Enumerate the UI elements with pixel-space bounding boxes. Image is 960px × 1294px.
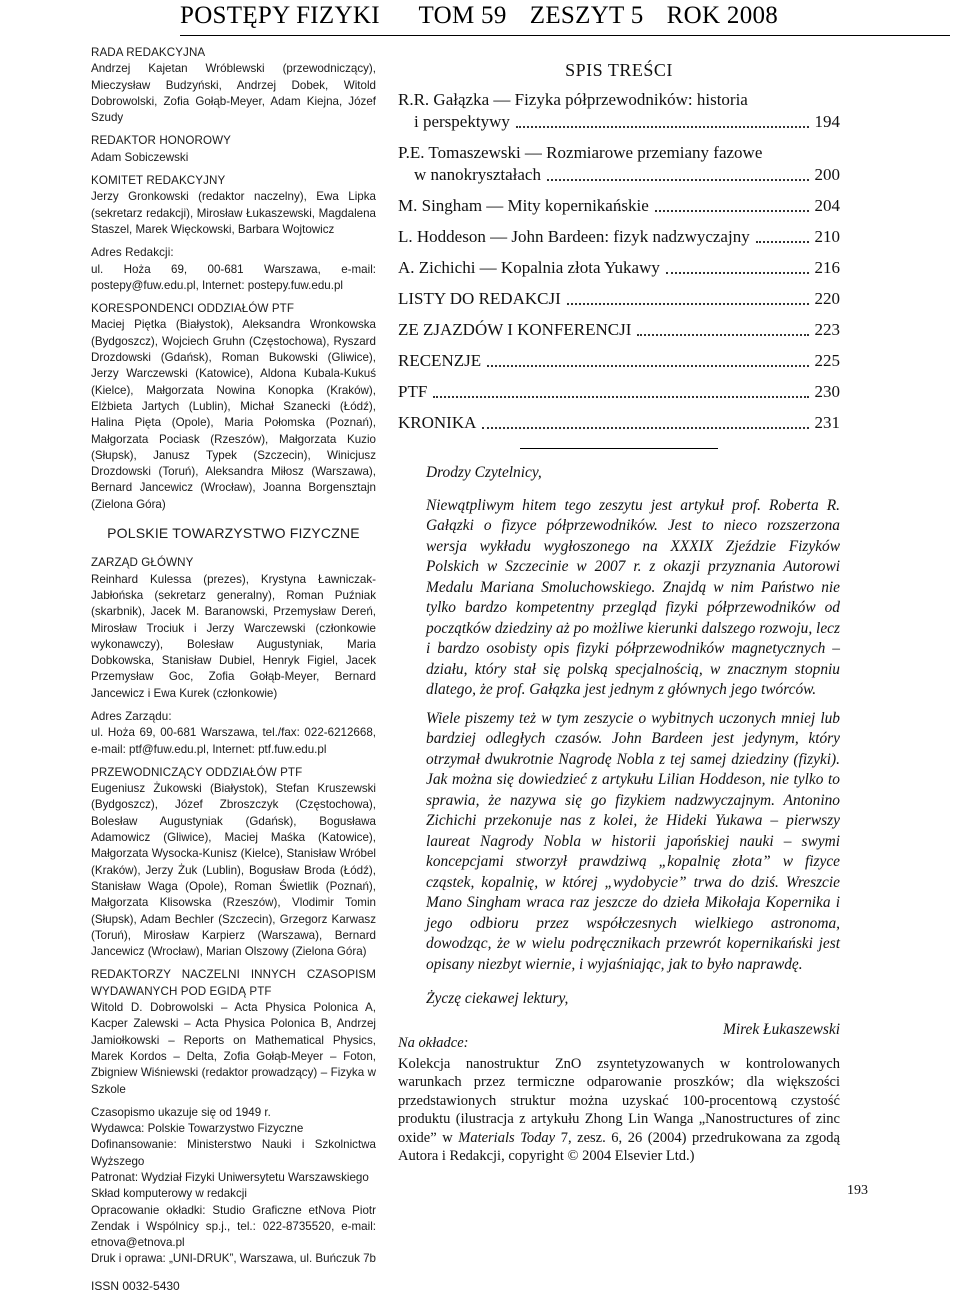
page-number: 193 <box>847 1183 868 1198</box>
sklad-line: Skład komputerowy w redakcji <box>91 1187 247 1201</box>
toc-entry-text: KRONIKA <box>398 413 477 432</box>
toc-page: 225 <box>814 351 840 370</box>
adres-section <box>91 245 376 294</box>
dofinans-line: Dofinansowanie: Ministerstwo Nauki i Szkolnictwa Wyższego <box>91 1138 376 1168</box>
journal-year: ROK 2008 <box>666 2 779 29</box>
przew-title: PRZEWODNICZĄCY ODDZIAŁÓW PTF <box>91 765 303 779</box>
koresp-title: KORESPONDENCI ODDZIAŁÓW PTF <box>91 302 295 316</box>
toc-leader <box>516 126 809 128</box>
czasopismo-line: Czasopismo ukazuje się od 1949 r. <box>91 1105 271 1119</box>
toc-page: 210 <box>814 227 840 246</box>
toc-entry-text: A. Zichichi — Kopalnia złota Yukawy <box>398 258 660 277</box>
toc-entry-text: PTF <box>398 382 428 401</box>
issn: ISSN 0032-5430 <box>91 1278 180 1293</box>
redaktorzy-section <box>91 967 376 1097</box>
toc-entry[interactable] <box>398 288 840 310</box>
toc-leader <box>637 334 808 336</box>
toc-leader <box>756 241 809 243</box>
cover-text <box>398 1055 840 1166</box>
toc-entry[interactable] <box>398 350 840 372</box>
rada-title: RADA REDAKCYJNA <box>91 46 206 59</box>
journal-issue: ZESZYT 5 <box>529 2 644 29</box>
rada-section <box>91 45 376 126</box>
toc-entry-text: RECENZJE <box>398 351 482 370</box>
komitet-title: KOMITET REDAKCYJNY <box>91 174 226 188</box>
adres-title: Adres Redakcji: <box>91 246 174 260</box>
letter-greeting: Drodzy Czytelnicy, <box>426 464 542 481</box>
toc-page: 194 <box>814 112 840 131</box>
toc-page: 200 <box>814 165 840 184</box>
toc-page: 223 <box>814 320 840 339</box>
journal-volume: TOM 59 <box>418 2 507 29</box>
zarzad-title: ZARZĄD GŁÓWNY <box>91 556 194 570</box>
zarzad-adres-text: ul. Hoża 69, 00-681 Warszawa, tel./fax: 022-6212668, e-mail: ptf@fuw.edu.pl, Internet: ptf.fuw.edu.pl <box>91 726 376 756</box>
komitet-text: Jerzy Gronkowski (redaktor naczelny), Ewa Lipka (sekretarz redakcji), Mirosław Łukaszewski, Magdalena Staszel, Marek Więckowski, Barbara Wojtowicz <box>91 190 376 236</box>
toc-page: 220 <box>814 289 840 308</box>
toc-leader <box>433 396 808 398</box>
toc-entry[interactable] <box>398 89 840 133</box>
header-rule <box>180 35 950 36</box>
toc-entry-text: LISTY DO REDAKCJI <box>398 289 561 308</box>
toc-entry-line1: P.E. Tomaszewski — Rozmiarowe przemiany fazowe <box>398 143 763 162</box>
journal-header <box>180 2 950 36</box>
patronat-line: Patronat: Wydział Fizyki Uniwersytetu Warszawskiego <box>91 1171 369 1184</box>
letter-signature: Mirek Łukaszewski <box>723 1020 840 1038</box>
toc-entry[interactable] <box>398 195 840 217</box>
editorial-masthead <box>91 45 376 1294</box>
redaktorzy-text: Witold D. Dobrowolski – Acta Physica Polonica A, Kacper Zalewski – Acta Physica Polonica B, Andrzej Jamiołkowski – Reports on Mathematical Physics, Marek Kordos – Delta, Zofia Gołąb-Meyer – Foton, Zbigniew Wiśniewski (redaktor prowadzący) – Fizyka w Szkole <box>91 1001 376 1096</box>
journal-title: POSTĘPY FIZYKI <box>180 2 380 29</box>
cover-note <box>398 1034 840 1166</box>
toc-leader <box>655 210 809 212</box>
przew-section <box>91 765 376 961</box>
zarzad-section <box>91 555 376 702</box>
cover-text-a: Kolekcja nanostruktur ZnO zsyntetyzowanych w kontrolowanych warunkach przez termiczne odparowanie proszków; dla większości przedstawionych struktur można uzyskać 100-procentową czystość produktu (ilustracja z artykułu Zhong Lin Wanga „Nanostructures of zinc oxide” w <box>398 1055 840 1146</box>
komitet-section <box>91 173 376 238</box>
redaktorzy-title: REDAKTORZY NACZELNI INNYCH CZASOPISM WYDAWANYCH POD EGIDĄ PTF <box>91 968 376 998</box>
toc-entry[interactable] <box>398 319 840 341</box>
zarzad-adres-section <box>91 709 376 758</box>
wydawca-line: Wydawca: Polskie Towarzystwo Fizyczne <box>91 1122 304 1136</box>
koresp-text: Maciej Piętka (Białystok), Aleksandra Wronkowska (Bydgoszcz), Wojciech Gruhn (Częstochowa), Ryszard Drozdowski (Gdańsk), Roman Bukowski (Gliwice), Jerzy Warczewski (Katowice), Aldona Kubala-Kukuś (Kielce), Małgorzata Nowina Konopka (Kraków), Elżbieta Jartych (Lublin), Michał Szanecki (Łódź), Halina Pięta (Opole), Maria Połomska (Poznań), Małgorzata Pociask (Rzeszów), Małgorzata Kuzio (Słupsk), Janusz Typek (Szczecin), Winicjusz Drozdowski (Toruń), Aleksandra Miłosz (Warszawa), Bernard Jancewicz (Wrocław), Joanna Borgensztajn (Zielona Góra) <box>91 318 376 511</box>
zarzad-text: Reinhard Kulessa (prezes), Krystyna Ławniczak-Jabłońska (sekretarz generalny), Roman Puźniak (skarbnik), Jacek M. Baranowski, Przemysław Dereń, Mirosław Trociuk i Jerzy Warczewski (członkowie wykonawczy), Bolesław Augustyniak, Maria Dobkowska, Stanisław Dubiel, Henryk Figiel, Jacek Przemysław Goc, Zofia Gołąb-Meyer, Bernard Jancewicz i Ewa Kurek (członkowie) <box>91 572 376 700</box>
toc-page: 230 <box>814 382 840 401</box>
honorowy-text: Adam Sobiczewski <box>91 150 189 164</box>
toc-entry-line2: w nanokryształach <box>414 165 541 184</box>
honorowy-section <box>91 133 376 166</box>
section-divider <box>520 448 718 449</box>
opracowanie-line: Opracowanie okładki: Studio Graficzne etNova Piotr Zendak i Wspólnicy sp.j., tel.: 022-8735520, e-mail: etnova@etnova.pl <box>91 1203 376 1250</box>
zarzad-adres-title: Adres Zarządu: <box>91 709 172 723</box>
toc-leader <box>547 179 809 181</box>
toc-page: 231 <box>814 413 840 432</box>
toc-title: SPIS TREŚCI <box>565 60 673 80</box>
toc-entry[interactable] <box>398 412 840 434</box>
toc-entry[interactable] <box>398 257 840 279</box>
toc-entry-text: ZE ZJAZDÓW I KONFERENCJI <box>398 320 632 339</box>
letter-paragraph-1: Niewątpliwym hitem tego zeszytu jest artykuł prof. Roberta R. Gałązki o fizyce półprzewodników. Jest to nieco rozszerzona wersja wykładu wygłoszonego na XXXIX Zjeździe Fizyków Polskich w Szczecinie w 2007 r. z okazji przyznania Autorowi Medalu Mariana Smoluchowskiego. Znajdą w nim Państwo nie tylko bardzo kompetentny przegląd fizyki półprzewodników od początków dziedziny aż po możliwe kierunki dalszego rozwoju, lecz i bardzo osobisty opis fizyki półprzewodników magnetycznych – działu, który stał się polską specjalnością, w znacznym stopniu dlatego, że prof. Gałązka jest jednym z głównych jego twórców. <box>426 496 840 698</box>
toc-leader <box>487 365 808 367</box>
adres-text: ul. Hoża 69, 00-681 Warszawa, e-mail: postepy@fuw.edu.pl, Internet: postepy.fuw.edu.pl <box>91 262 376 292</box>
table-of-contents <box>398 89 840 434</box>
przew-text: Eugeniusz Żukowski (Białystok), Stefan Kruszewski (Bydgoszcz), Józef Zbroszczyk (Częstochowa), Bolesław Augustyniak (Gdańsk), Bogusława Adamowicz (Gliwice), Maciej Maśka (Katowice), Małgorzata Wysocka-Kunisz (Kielce), Stanisław Wróbel (Kraków), Jerzy Żuk (Lublin), Bogusław Broda (Łódź), Stanisław Waga (Opole), Roman Świetlik (Poznań), Małgorzata Klisowska (Rzeszów), Vlodimir Tomin (Słupsk), Adam Bechler (Szczecin), Grzegorz Karwasz (Toruń), Mirosław Karpierz (Warszawa), Bernard Jancewicz (Wrocław), Marian Olszowy (Zielona Góra) <box>91 782 376 959</box>
editorial-letter <box>398 463 840 1040</box>
koresp-section <box>91 301 376 513</box>
druk-line: Druk i oprawa: „UNI-DRUK”, Warszawa, ul. Buńczuk 7b <box>91 1252 376 1266</box>
toc-page: 216 <box>814 258 840 277</box>
ptf-title: POLSKIE TOWARZYSTWO FIZYCZNE <box>107 525 360 542</box>
toc-entry[interactable] <box>398 142 840 186</box>
letter-paragraph-2: Wiele piszemy też w tym zeszycie o wybitnych uczonych mniej lub bardziej odległych czasów. John Bardeen jest jedynym, który otrzymał dwukrotnie Nagrodę Nobla z tej samej dziedziny (fizyki). Jak można się dowiedzieć z artykułu Lilian Hoddeson, nie tylko to sprawia, że nazywa się go fizykiem nadzwyczajnym. Antonino Zichichi przekonuje nas z kolei, że Hideki Yukawa – pierwszy laureat Nagrody Nobla w historii japońskiej nauki – swymi koncepcjami stworzył prawdziwą „kopalnię złota” w fizyce cząstek, kopalnię, w której „wydobycie” trwa do dziś. Wreszcie Mano Singham wraca raz jeszcze do dzieła Mikołaja Kopernika i jego odbioru przez współczesnych wielkiego astronoma, dowodząc, że w wielu podręcznikach przewrót kopernikański jest opisany niezbyt wiernie, i wyjaśniając, jak to było naprawdę. <box>426 709 840 973</box>
rada-text: Andrzej Kajetan Wróblewski (przewodniczący), Mieczysław Budzyński, Andrzej Dobek, Witold Dobrowolski, Zofia Gołąb-Meyer, Adam Kiejna, Józef Szudy <box>91 62 376 125</box>
toc-entry-text: L. Hoddeson — John Bardeen: fizyk nadzwyczajny <box>398 227 750 246</box>
toc-entry-line1: R.R. Gałązka — Fizyka półprzewodników: historia <box>398 90 748 109</box>
right-column <box>398 60 840 1040</box>
toc-entry-text: M. Singham — Mity kopernikańskie <box>398 196 649 215</box>
cover-text-b: 7, zesz. 6, 26 (2004) przedrukowana za zgodą Autora i Redakcji, copyright © 2004 Elsevier Ltd.) <box>398 1129 840 1164</box>
toc-entry-line2: i perspektywy <box>414 112 510 131</box>
toc-leader <box>567 303 809 305</box>
toc-page: 204 <box>814 196 840 215</box>
toc-leader <box>666 272 809 274</box>
toc-entry[interactable] <box>398 226 840 248</box>
toc-entry[interactable] <box>398 381 840 403</box>
letter-closing: Życzę ciekawej lektury, <box>426 990 569 1007</box>
cover-journal: Materials Today <box>458 1129 556 1146</box>
cover-label: Na okładce: <box>398 1035 469 1051</box>
toc-leader <box>482 427 808 429</box>
publisher-info <box>91 1105 376 1268</box>
honorowy-title: REDAKTOR HONOROWY <box>91 134 231 148</box>
